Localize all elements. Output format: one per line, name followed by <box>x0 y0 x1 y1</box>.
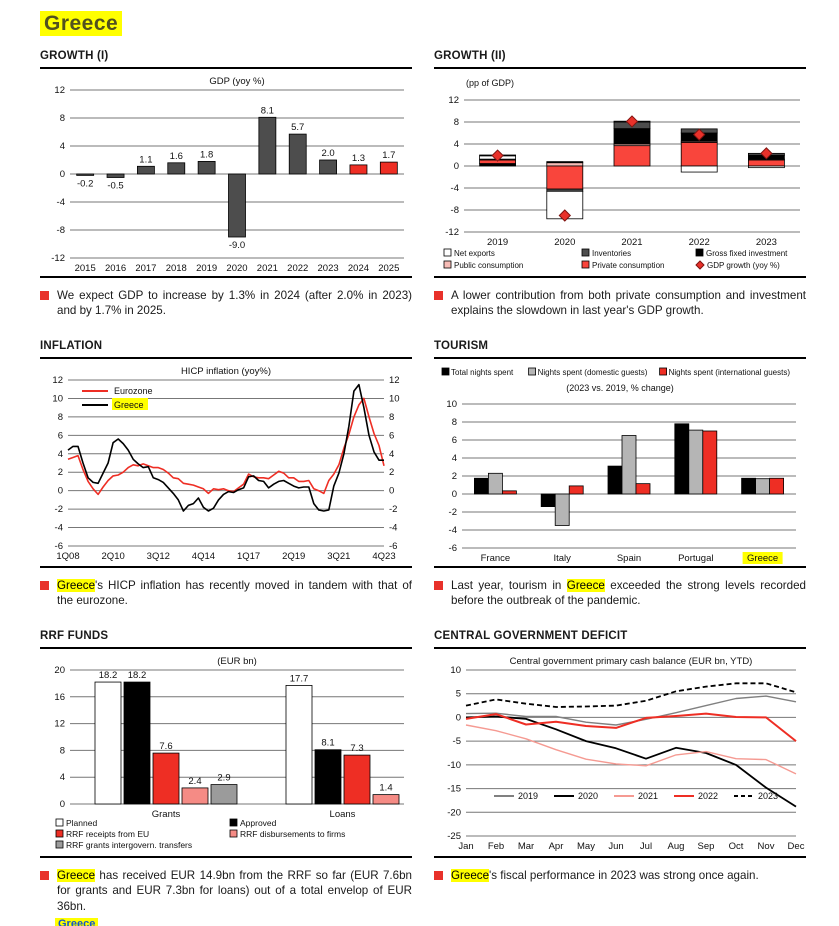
svg-text:2: 2 <box>389 467 395 479</box>
svg-text:-6: -6 <box>448 543 457 554</box>
bullet-item <box>434 578 806 609</box>
svg-text:2Q19: 2Q19 <box>282 551 306 562</box>
svg-text:Portugal: Portugal <box>678 553 714 564</box>
svg-text:2: 2 <box>451 471 457 482</box>
svg-text:RRF grants intergovern. transf: RRF grants intergovern. transfers <box>66 840 193 850</box>
bullet-text: Greece's HICP inflation has recently moved in tandem with that of the eurozone. <box>57 579 412 608</box>
svg-text:Nov: Nov <box>757 841 775 852</box>
inflation-chart <box>40 364 412 566</box>
tourism-chart-frame <box>434 359 806 568</box>
svg-text:Central government primary cas: Central government primary cash balance (EUR bn, YTD) <box>509 656 753 667</box>
svg-text:-2: -2 <box>389 504 398 516</box>
svg-text:Public consumption: Public consumption <box>454 261 524 270</box>
svg-text:2023: 2023 <box>317 263 339 274</box>
growth2-chart-svg <box>434 74 806 276</box>
svg-text:-2: -2 <box>448 507 457 518</box>
svg-text:8: 8 <box>451 417 457 428</box>
svg-text:5: 5 <box>455 688 461 700</box>
svg-text:4: 4 <box>59 772 65 784</box>
svg-text:Mar: Mar <box>517 841 535 852</box>
page-title-highlight: Greece <box>40 11 122 36</box>
svg-text:2018: 2018 <box>165 263 187 274</box>
gdp-chart-svg <box>40 74 412 276</box>
svg-text:8.1: 8.1 <box>321 737 335 749</box>
svg-text:10: 10 <box>52 393 63 405</box>
section-inflation <box>40 340 412 630</box>
svg-text:RRF disbursements to firms: RRF disbursements to firms <box>240 829 346 839</box>
bullet-item <box>40 288 412 319</box>
svg-text:Nights spent (international gu: Nights spent (international guests) <box>668 368 791 377</box>
svg-text:Italy: Italy <box>553 553 571 564</box>
svg-text:2020: 2020 <box>226 263 248 274</box>
svg-text:3Q12: 3Q12 <box>146 551 170 562</box>
svg-text:16: 16 <box>54 691 65 703</box>
svg-text:2: 2 <box>57 467 63 479</box>
inflation-chart-svg <box>40 364 412 566</box>
sections-grid <box>40 50 806 920</box>
svg-text:1.8: 1.8 <box>200 149 214 161</box>
svg-text:1Q17: 1Q17 <box>236 551 261 562</box>
svg-text:Greece: Greece <box>114 400 144 410</box>
svg-text:-9.0: -9.0 <box>228 240 246 251</box>
svg-text:-4: -4 <box>389 522 398 534</box>
svg-text:8: 8 <box>59 113 65 124</box>
section-header: RRF FUNDS <box>40 630 412 649</box>
svg-text:-25: -25 <box>447 831 461 842</box>
svg-text:GDP growth (yoy %): GDP growth (yoy %) <box>707 261 780 270</box>
svg-text:-6: -6 <box>389 541 398 552</box>
svg-text:Aug: Aug <box>667 841 685 852</box>
bullet-item <box>40 578 412 609</box>
svg-text:2020: 2020 <box>554 237 576 248</box>
svg-text:2021: 2021 <box>638 791 659 802</box>
svg-text:2023: 2023 <box>755 237 777 248</box>
svg-text:1.6: 1.6 <box>169 150 183 162</box>
section-header: INFLATION <box>40 340 412 359</box>
section-header: CENTRAL GOVERNMENT DEFICIT <box>434 630 806 649</box>
bullet-item <box>40 868 412 914</box>
svg-text:4: 4 <box>57 448 63 460</box>
svg-text:1.1: 1.1 <box>139 154 153 166</box>
deficit-chart-frame <box>434 649 806 858</box>
svg-text:-4: -4 <box>56 197 65 208</box>
rrf-bullets <box>40 868 412 920</box>
next-page-title-cutoff: Greece <box>55 918 98 926</box>
svg-text:2022: 2022 <box>287 263 309 274</box>
rrf-funds-chart <box>40 654 412 856</box>
section-central-government-deficit <box>434 630 806 920</box>
svg-text:6: 6 <box>57 430 63 442</box>
tourism-chart <box>434 364 806 566</box>
svg-text:France: France <box>480 553 511 564</box>
svg-text:2.4: 2.4 <box>188 775 202 787</box>
svg-text:4Q14: 4Q14 <box>191 551 216 562</box>
deficit-chart <box>434 654 806 856</box>
bullet-item <box>434 288 806 319</box>
svg-text:18.2: 18.2 <box>127 670 147 682</box>
svg-text:2024: 2024 <box>347 263 370 274</box>
svg-text:2Q10: 2Q10 <box>101 551 125 562</box>
section-growth-2 <box>434 50 806 340</box>
deficit-bullets <box>434 868 806 920</box>
svg-text:0: 0 <box>59 799 65 810</box>
section-rrf-funds <box>40 630 412 920</box>
svg-text:Greece: Greece <box>747 553 779 564</box>
svg-text:2021: 2021 <box>256 263 278 274</box>
svg-text:4: 4 <box>389 448 395 460</box>
svg-text:-12: -12 <box>445 227 459 238</box>
svg-text:2016: 2016 <box>104 263 127 274</box>
bullet-square-icon <box>434 291 443 300</box>
section-header: GROWTH (I) <box>40 50 412 69</box>
svg-text:Planned: Planned <box>66 818 98 828</box>
svg-text:6: 6 <box>451 435 457 446</box>
svg-text:0: 0 <box>453 161 459 172</box>
rrf-chart-svg <box>40 654 412 856</box>
tourism-chart-svg <box>434 364 806 566</box>
svg-text:-10: -10 <box>447 759 461 771</box>
svg-text:0: 0 <box>451 489 457 500</box>
svg-text:8: 8 <box>59 745 65 757</box>
svg-text:8: 8 <box>453 117 459 128</box>
svg-text:6: 6 <box>389 430 395 442</box>
svg-text:-2: -2 <box>54 504 63 516</box>
svg-text:0: 0 <box>389 485 395 497</box>
svg-text:-0.5: -0.5 <box>107 180 124 192</box>
svg-text:2022: 2022 <box>688 237 710 248</box>
svg-text:Loans: Loans <box>329 809 356 820</box>
svg-text:7.6: 7.6 <box>159 741 173 753</box>
svg-text:12: 12 <box>54 718 65 730</box>
svg-text:-8: -8 <box>56 225 65 236</box>
section-header: GROWTH (II) <box>434 50 806 69</box>
bullet-square-icon <box>434 581 443 590</box>
svg-text:2023: 2023 <box>758 791 779 802</box>
svg-text:(2023 vs. 2019, % change): (2023 vs. 2019, % change) <box>566 383 674 393</box>
svg-text:Gross fixed investment: Gross fixed investment <box>706 249 788 258</box>
svg-text:-15: -15 <box>447 783 461 795</box>
svg-text:8: 8 <box>389 411 395 423</box>
svg-text:Approved: Approved <box>240 818 277 828</box>
svg-text:10: 10 <box>389 393 400 405</box>
svg-text:2015: 2015 <box>74 263 96 274</box>
svg-text:1.3: 1.3 <box>351 152 366 164</box>
growth-contributions-chart-frame <box>434 69 806 278</box>
svg-text:-8: -8 <box>450 205 459 216</box>
svg-text:(EUR bn): (EUR bn) <box>217 656 257 667</box>
svg-text:0: 0 <box>59 169 65 180</box>
bullet-text: A lower contribution from both private consumption and investment explains the slowdown in last year's GDP growth. <box>451 289 806 318</box>
svg-text:Sep: Sep <box>697 841 715 852</box>
svg-text:Grants: Grants <box>151 809 181 820</box>
svg-text:10: 10 <box>450 665 461 676</box>
svg-text:2022: 2022 <box>698 791 719 802</box>
svg-text:1.7: 1.7 <box>382 150 396 162</box>
svg-text:-5: -5 <box>452 736 461 748</box>
inflation-chart-frame <box>40 359 412 568</box>
svg-text:12: 12 <box>52 375 63 386</box>
svg-text:12: 12 <box>389 375 400 386</box>
gdp-chart-frame <box>40 69 412 278</box>
bullet-text: We expect GDP to increase by 1.3% in 2024 (after 2.0% in 2023) and by 1.7% in 2025. <box>57 289 412 318</box>
svg-text:Jul: Jul <box>639 841 653 852</box>
svg-text:2.9: 2.9 <box>217 772 231 784</box>
svg-text:Jun: Jun <box>608 841 624 852</box>
bullet-square-icon <box>434 871 443 880</box>
svg-text:2020: 2020 <box>578 791 599 802</box>
svg-text:-20: -20 <box>447 807 461 819</box>
svg-text:0: 0 <box>455 712 461 724</box>
bullet-square-icon <box>40 581 49 590</box>
rrf-chart-frame <box>40 649 412 858</box>
svg-text:-0.2: -0.2 <box>76 178 94 190</box>
svg-text:Nights spent (domestic guests): Nights spent (domestic guests) <box>537 368 648 377</box>
svg-text:GDP (yoy %): GDP (yoy %) <box>209 76 265 87</box>
svg-text:Feb: Feb <box>487 841 505 852</box>
svg-text:2025: 2025 <box>378 263 400 274</box>
svg-text:HICP inflation (yoy%): HICP inflation (yoy%) <box>180 366 272 377</box>
svg-text:-4: -4 <box>448 525 457 536</box>
svg-text:1.4: 1.4 <box>379 782 393 794</box>
svg-text:2021: 2021 <box>621 237 643 248</box>
svg-text:Eurozone: Eurozone <box>114 386 153 396</box>
svg-text:Jan: Jan <box>458 841 474 852</box>
svg-text:8: 8 <box>57 411 63 423</box>
svg-text:4: 4 <box>453 139 459 150</box>
svg-text:0: 0 <box>57 485 63 497</box>
svg-text:12: 12 <box>54 85 65 96</box>
svg-text:-6: -6 <box>54 541 63 552</box>
inflation-bullets <box>40 578 412 630</box>
svg-text:5.7: 5.7 <box>291 122 305 134</box>
page-title <box>40 12 806 36</box>
tourism-bullets <box>434 578 806 630</box>
svg-text:Apr: Apr <box>548 841 564 852</box>
svg-text:2019: 2019 <box>487 237 509 248</box>
svg-text:18.2: 18.2 <box>98 670 118 682</box>
svg-text:Oct: Oct <box>728 841 744 852</box>
section-growth-1 <box>40 50 412 340</box>
bullet-text: Greece's fiscal performance in 2023 was strong once again. <box>451 869 759 882</box>
bullet-text: Greece has received EUR 14.9bn from the RRF so far (EUR 7.6bn for grants and EUR 7.3bn for loans) out of a total envelop of EUR 36bn. <box>57 869 412 913</box>
svg-text:Private consumption: Private consumption <box>592 261 665 270</box>
svg-text:Inventories: Inventories <box>592 249 632 258</box>
svg-text:-12: -12 <box>51 253 65 264</box>
bullet-square-icon <box>40 871 49 880</box>
svg-text:2019: 2019 <box>518 791 539 802</box>
gdp-chart <box>40 74 412 276</box>
bullet-text: Last year, tourism in Greece exceeded the strong levels recorded before the outbreak of the pandemic. <box>451 579 806 608</box>
svg-text:Total nights spent: Total nights spent <box>451 368 514 377</box>
svg-text:Spain: Spain <box>616 553 642 564</box>
svg-text:2017: 2017 <box>135 263 157 274</box>
svg-text:2019: 2019 <box>196 263 218 274</box>
bullet-square-icon <box>40 291 49 300</box>
svg-text:-4: -4 <box>54 522 63 534</box>
svg-text:-4: -4 <box>450 183 459 194</box>
bullet-item <box>434 868 806 883</box>
svg-text:4: 4 <box>451 453 457 464</box>
svg-text:7.3: 7.3 <box>350 743 364 755</box>
deficit-chart-svg <box>434 654 806 856</box>
svg-text:8.1: 8.1 <box>260 105 274 117</box>
section-header: TOURISM <box>434 340 806 359</box>
svg-text:4: 4 <box>59 141 65 152</box>
growth-contributions-chart <box>434 74 806 276</box>
growth1-bullets <box>40 288 412 340</box>
svg-text:17.7: 17.7 <box>289 673 309 685</box>
svg-text:(pp of GDP): (pp of GDP) <box>466 78 515 88</box>
section-tourism <box>434 340 806 630</box>
svg-text:10: 10 <box>446 399 457 410</box>
svg-text:12: 12 <box>448 95 459 106</box>
svg-text:1Q08: 1Q08 <box>56 551 80 562</box>
svg-text:Dec: Dec <box>787 841 805 852</box>
svg-text:RRF receipts from EU: RRF receipts from EU <box>66 829 150 839</box>
growth2-bullets <box>434 288 806 340</box>
svg-text:May: May <box>577 841 595 852</box>
svg-text:4Q23: 4Q23 <box>372 551 396 562</box>
svg-text:2.0: 2.0 <box>321 148 335 159</box>
svg-text:20: 20 <box>54 665 65 676</box>
svg-text:Net exports: Net exports <box>454 249 495 258</box>
svg-text:3Q21: 3Q21 <box>327 551 351 562</box>
